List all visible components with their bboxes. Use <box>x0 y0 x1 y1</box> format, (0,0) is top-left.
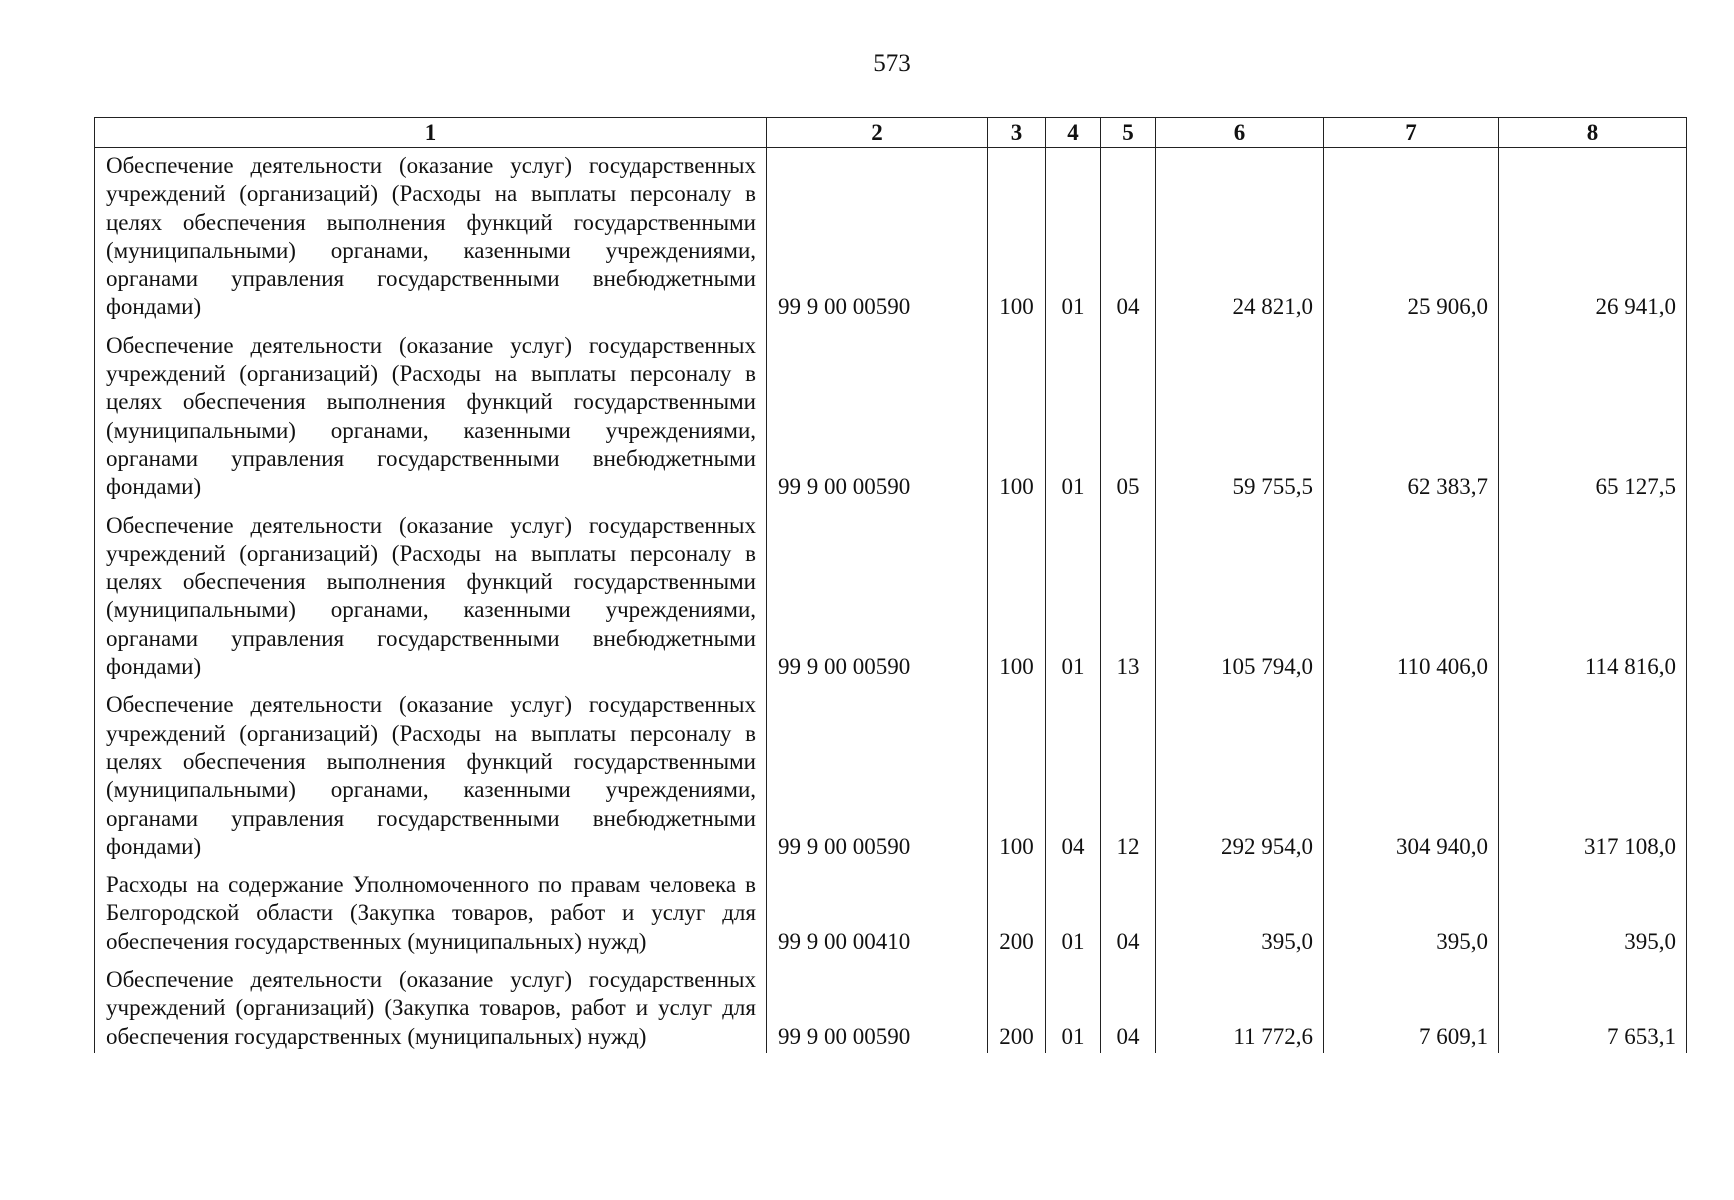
row-col7: 395,0 <box>1324 863 1499 958</box>
column-header-5: 5 <box>1101 118 1156 148</box>
table-row <box>95 863 1687 958</box>
row-col5: 04 <box>1101 863 1156 958</box>
table-row <box>95 148 1687 324</box>
row-col6: 395,0 <box>1156 863 1324 958</box>
row-description: Расходы на содержание Уполномоченного по правам человека в Белгородской области (Закупка товаров, работ и услуг для обеспечения государственных (муниципальных) нужд) <box>95 863 767 958</box>
row-col6: 105 794,0 <box>1156 504 1324 684</box>
column-header-1: 1 <box>95 118 767 148</box>
row-col4: 01 <box>1046 504 1101 684</box>
row-code: 99 9 00 00590 <box>767 958 988 1053</box>
row-col3: 200 <box>988 958 1046 1053</box>
row-col5: 04 <box>1101 148 1156 324</box>
row-col4: 01 <box>1046 958 1101 1053</box>
row-col5: 05 <box>1101 324 1156 504</box>
column-header-4: 4 <box>1046 118 1101 148</box>
row-col3: 200 <box>988 863 1046 958</box>
table-header-row <box>95 118 1687 148</box>
row-col7: 110 406,0 <box>1324 504 1499 684</box>
row-code: 99 9 00 00590 <box>767 683 988 863</box>
column-header-7: 7 <box>1324 118 1499 148</box>
column-header-2: 2 <box>767 118 988 148</box>
row-col8: 114 816,0 <box>1499 504 1687 684</box>
row-col8: 26 941,0 <box>1499 148 1687 324</box>
column-header-8: 8 <box>1499 118 1687 148</box>
table-row <box>95 683 1687 863</box>
row-col5: 13 <box>1101 504 1156 684</box>
row-col4: 01 <box>1046 863 1101 958</box>
row-col3: 100 <box>988 683 1046 863</box>
row-description: Обеспечение деятельности (оказание услуг) государственных учреждений (организаций) (Расходы на выплаты персоналу в целях обеспечения выполнения функций государственными (муниципальными) органами, казенными учреждениями, органами управления государственными внебюджетными фондами) <box>95 148 767 324</box>
row-col7: 25 906,0 <box>1324 148 1499 324</box>
row-col4: 01 <box>1046 148 1101 324</box>
row-description: Обеспечение деятельности (оказание услуг) государственных учреждений (организаций) (Расходы на выплаты персоналу в целях обеспечения выполнения функций государственными (муниципальными) органами, казенными учреждениями, органами управления государственными внебюджетными фондами) <box>95 324 767 504</box>
table-row <box>95 324 1687 504</box>
row-col5: 04 <box>1101 958 1156 1053</box>
row-col4: 04 <box>1046 683 1101 863</box>
row-col6: 24 821,0 <box>1156 148 1324 324</box>
table-row <box>95 504 1687 684</box>
budget-table <box>94 117 1687 1053</box>
row-code: 99 9 00 00590 <box>767 504 988 684</box>
row-col3: 100 <box>988 504 1046 684</box>
row-col8: 7 653,1 <box>1499 958 1687 1053</box>
row-col7: 62 383,7 <box>1324 324 1499 504</box>
column-header-6: 6 <box>1156 118 1324 148</box>
row-col5: 12 <box>1101 683 1156 863</box>
row-code: 99 9 00 00590 <box>767 324 988 504</box>
row-col3: 100 <box>988 148 1046 324</box>
row-col3: 100 <box>988 324 1046 504</box>
row-col6: 292 954,0 <box>1156 683 1324 863</box>
row-description: Обеспечение деятельности (оказание услуг) государственных учреждений (организаций) (Расходы на выплаты персоналу в целях обеспечения выполнения функций государственными (муниципальными) органами, казенными учреждениями, органами управления государственными внебюджетными фондами) <box>95 504 767 684</box>
row-description: Обеспечение деятельности (оказание услуг) государственных учреждений (организаций) (Расходы на выплаты персоналу в целях обеспечения выполнения функций государственными (муниципальными) органами, казенными учреждениями, органами управления государственными внебюджетными фондами) <box>95 683 767 863</box>
row-col8: 395,0 <box>1499 863 1687 958</box>
row-col7: 304 940,0 <box>1324 683 1499 863</box>
row-col6: 11 772,6 <box>1156 958 1324 1053</box>
column-header-3: 3 <box>988 118 1046 148</box>
row-col7: 7 609,1 <box>1324 958 1499 1053</box>
row-col8: 65 127,5 <box>1499 324 1687 504</box>
row-description: Обеспечение деятельности (оказание услуг) государственных учреждений (организаций) (Закупка товаров, работ и услуг для обеспечения государственных (муниципальных) нужд) <box>95 958 767 1053</box>
table-row <box>95 958 1687 1053</box>
page-number: 573 <box>873 50 911 77</box>
row-col4: 01 <box>1046 324 1101 504</box>
row-col6: 59 755,5 <box>1156 324 1324 504</box>
row-code: 99 9 00 00410 <box>767 863 988 958</box>
row-col8: 317 108,0 <box>1499 683 1687 863</box>
row-code: 99 9 00 00590 <box>767 148 988 324</box>
